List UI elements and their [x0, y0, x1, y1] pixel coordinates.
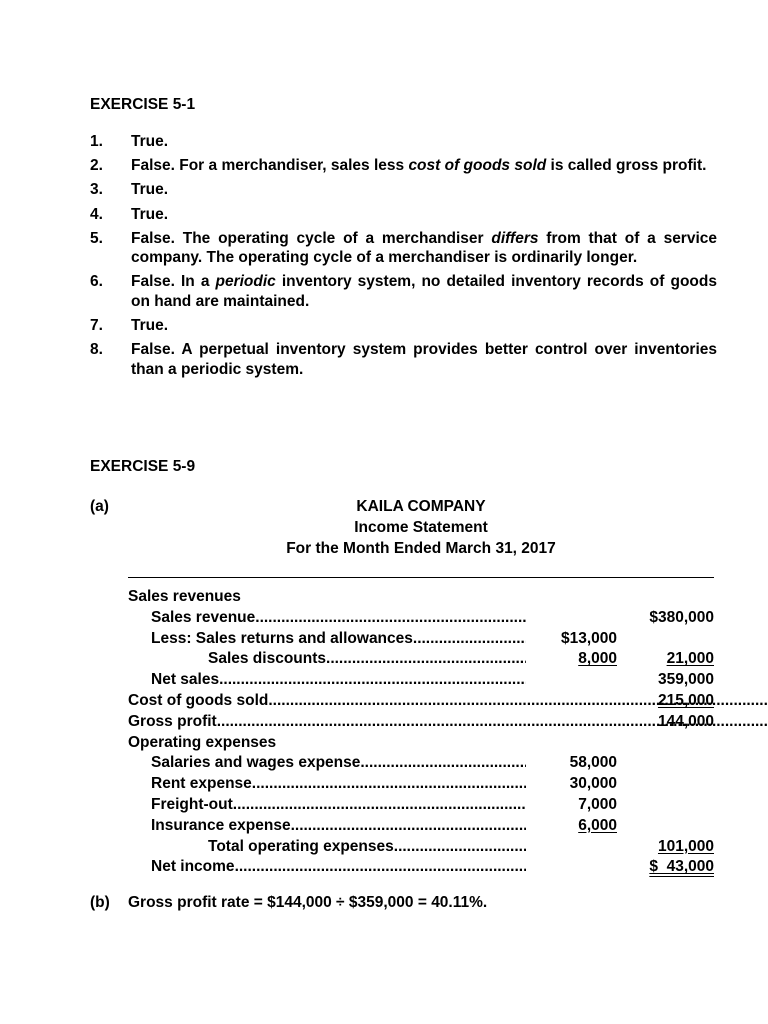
detail-amount: [578, 795, 617, 816]
detail-amount: [570, 774, 617, 795]
statement-row: [128, 629, 714, 650]
total-amount: [658, 691, 714, 712]
total-amount: [658, 837, 714, 858]
answer-text: from that of a service company. The operating cycle of a merchandiser is ordinarily longer.: [131, 229, 718, 267]
statement-row: [128, 795, 714, 816]
answer-item: [90, 316, 717, 336]
detail-amount-value: 58,000: [569, 754, 617, 772]
answer-text: True.: [131, 205, 169, 223]
answer-number: 7.: [90, 317, 103, 335]
answer-item: [90, 180, 717, 200]
answer-emphasis: periodic: [215, 273, 276, 291]
detail-amount-value: 6,000: [578, 816, 617, 834]
answer-text: inventory system, no detailed inventory records of goods on hand are maintained.: [131, 273, 717, 310]
answer-text: False. A perpetual inventory system provides better control over inventories than a periodic system.: [131, 341, 717, 378]
line-item-label: [151, 857, 526, 878]
line-item-text: Operating expenses: [128, 733, 277, 751]
answer-emphasis: cost of goods sold: [408, 157, 547, 175]
line-item-text: Sales revenues: [128, 588, 241, 605]
statement-row: [128, 753, 714, 774]
total-amount-value: 215,000: [657, 691, 714, 709]
line-item-text: Gross profit: [128, 712, 217, 730]
line-item-label: [151, 629, 526, 650]
gross-profit-rate-text: Gross profit rate = $144,000 ÷ $359,000 = 40.11%.: [128, 894, 488, 911]
statement-row: [128, 691, 714, 712]
answer-number: 6.: [90, 273, 103, 291]
total-amount: [649, 857, 714, 878]
line-item-text: Sales revenue: [151, 608, 256, 626]
total-amount-value: 21,000: [666, 650, 714, 668]
statement-row: [128, 712, 714, 733]
total-amount-value: $380,000: [649, 608, 714, 626]
answer-text: False. The operating cycle of a merchandiser: [131, 229, 492, 247]
detail-amount-value: 30,000: [569, 775, 617, 793]
statement-row: [128, 733, 714, 754]
detail-amount-value: $13,000: [560, 629, 617, 647]
line-item-text: Net income: [151, 858, 235, 876]
answer-text: True.: [131, 181, 169, 199]
total-amount: [649, 608, 714, 629]
detail-amount: [570, 753, 617, 774]
answer-number: 8.: [90, 341, 103, 359]
line-item-label: [151, 753, 526, 774]
statement-row: [128, 857, 714, 878]
answer-text: True.: [131, 133, 169, 150]
answer-emphasis: differs: [491, 229, 539, 247]
answer-number: 1.: [90, 133, 103, 150]
answer-item: [90, 229, 717, 268]
answer-item: [90, 132, 717, 152]
total-amount-value: 359,000: [657, 671, 714, 689]
line-item-label: [128, 733, 276, 754]
exercise-5-9-heading: EXERCISE 5-9: [90, 458, 196, 475]
total-amount-value: 144,000: [657, 712, 714, 730]
line-item-text: Total operating expenses: [208, 837, 394, 855]
answer-text: False. For a merchandiser, sales less: [131, 157, 409, 175]
answer-item: [90, 156, 717, 176]
part-a-label: (a): [90, 498, 109, 515]
line-item-text: Salaries and wages expense: [151, 754, 361, 772]
line-item-label: [208, 837, 526, 858]
header-rule: [128, 577, 714, 578]
detail-amount: [561, 629, 617, 650]
answer-item: [90, 340, 717, 379]
answer-item: [90, 205, 717, 225]
answer-text: False. In a: [131, 273, 216, 291]
line-item-label: [151, 816, 526, 837]
part-b-label: (b): [90, 894, 110, 911]
line-item-text: Freight-out: [151, 795, 233, 813]
total-amount-value: $ 43,000: [649, 858, 714, 876]
line-item-text: Rent expense: [151, 775, 252, 793]
income-statement: [128, 587, 714, 878]
total-amount: [658, 712, 714, 733]
detail-amount-value: 7,000: [578, 795, 617, 813]
statement-header: [128, 497, 714, 559]
answer-number: 3.: [90, 181, 103, 199]
detail-amount: [578, 816, 617, 837]
line-item-text: Net sales: [151, 671, 220, 689]
answer-number: 2.: [90, 157, 103, 175]
answer-number: 5.: [90, 229, 103, 247]
statement-period: For the Month Ended March 31, 2017: [286, 539, 556, 557]
line-item-label: [208, 649, 526, 670]
detail-amount-value: 8,000: [578, 650, 617, 668]
statement-row: [128, 649, 714, 670]
line-item-label: [151, 774, 526, 795]
statement-row: [128, 774, 714, 795]
statement-title: Income Statement: [354, 518, 488, 536]
line-item-text: Less: Sales returns and allowances: [151, 629, 413, 647]
line-item-text: Sales discounts: [208, 650, 327, 668]
answer-text: True.: [131, 317, 169, 335]
answer-text: is called gross profit.: [546, 157, 707, 175]
line-item-label: [128, 587, 241, 608]
total-amount: [658, 670, 714, 691]
company-name: KAILA COMPANY: [356, 498, 486, 515]
true-false-answer-list: [90, 132, 717, 384]
line-item-label: [151, 608, 526, 629]
line-item-label: [151, 670, 526, 691]
line-item-text: Cost of goods sold: [128, 691, 269, 709]
statement-row: [128, 670, 714, 691]
answer-item: [90, 272, 717, 311]
total-amount: [667, 649, 714, 670]
line-item-label: [151, 795, 526, 816]
detail-amount: [578, 649, 617, 670]
exercise-5-1-heading: EXERCISE 5-1: [90, 96, 196, 113]
total-amount-value: 101,000: [657, 837, 714, 855]
statement-row: [128, 816, 714, 837]
answer-number: 4.: [90, 205, 103, 223]
statement-row: [128, 608, 714, 629]
statement-row: [128, 587, 714, 608]
statement-row: [128, 837, 714, 858]
line-item-text: Insurance expense: [151, 816, 291, 834]
